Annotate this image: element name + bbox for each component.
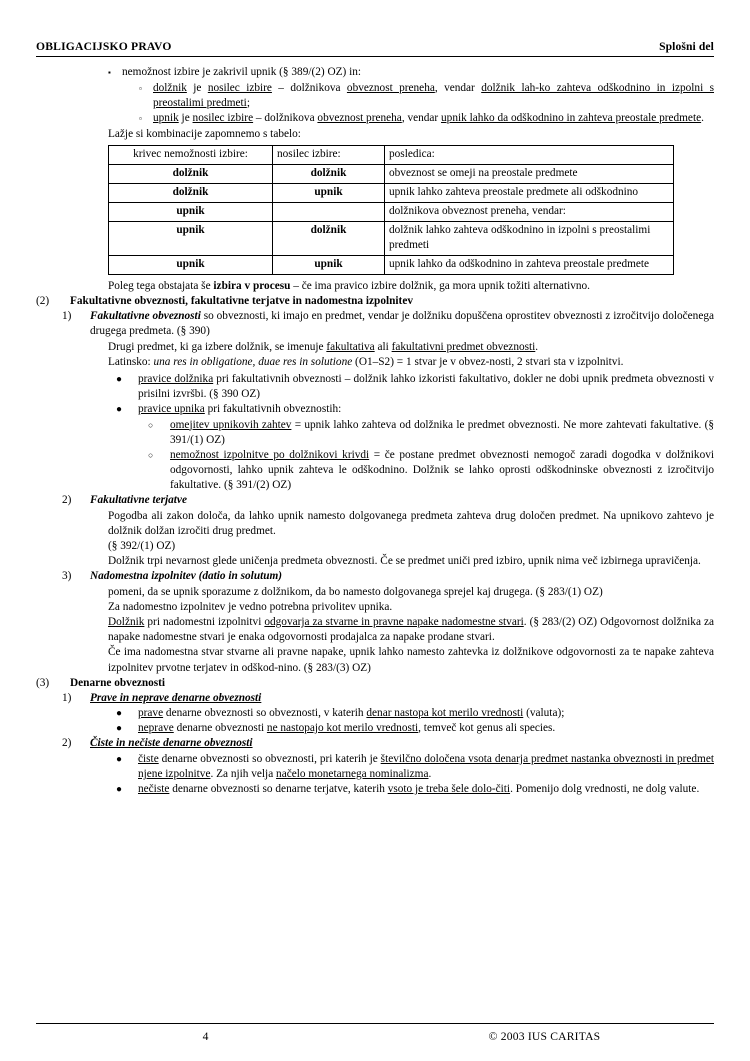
- emphasis-underline: fakultativa: [326, 340, 375, 353]
- paragraph: Za nadomestno izpolnitev je vedno potrebna privolitev upnika.: [108, 600, 393, 613]
- text-run: denarne obveznosti: [173, 722, 267, 735]
- text-run: .: [535, 340, 539, 353]
- table-cell-blame: upnik: [109, 255, 273, 274]
- emphasis-underline: upnik: [153, 111, 179, 124]
- table-cell-consequence: dolžnikova obveznost preneha, vendar:: [385, 202, 674, 221]
- bullet-icon: ●: [116, 784, 123, 796]
- text-run: (valuta);: [523, 707, 565, 720]
- paragraph: Pogodba ali zakon določa, da lahko upnik namesto dolgovanega predmeta zahteva drug določen predmet. Na upnikovo zahtevo je dolžnik dolžan izročiti drug predmet.: [108, 509, 714, 537]
- table-row: [109, 183, 674, 202]
- list-item: [36, 402, 714, 417]
- list-item-text: [138, 402, 714, 417]
- subsection: [36, 309, 714, 339]
- table-cell-consequence: upnik lahko zahteva preostale predmete ali odškodnino: [385, 183, 674, 202]
- subsection-number: 2): [62, 494, 72, 507]
- table-cell-consequence: dolžnik lahko zahteva odškodnino in izpolni s preostalimi predmeti: [385, 221, 674, 255]
- table-cell-holder: upnik: [273, 255, 385, 274]
- emphasis-underline: obveznost preneha: [346, 81, 435, 94]
- text-run: je: [178, 111, 193, 124]
- emphasis-underline: pravice upnika: [138, 403, 205, 416]
- section-heading: [36, 294, 714, 309]
- list-item-text: [153, 81, 714, 111]
- subsection: [36, 493, 714, 508]
- emphasis-underline: dolžnik lah-ko zahteva odškodnino in izpolni s preostalimi predmeti: [153, 81, 714, 109]
- bullet-icon: ●: [116, 753, 123, 765]
- table-row: [109, 255, 674, 274]
- list-item-text: [170, 418, 714, 448]
- hollow-square-bullet-icon: ▫: [139, 113, 142, 123]
- list-item: [36, 706, 714, 721]
- emphasis-underline: nečiste: [138, 783, 170, 796]
- list-item-text: [138, 752, 714, 782]
- list-item-text: [138, 372, 714, 402]
- subsection-title: Fakultativne obveznosti: [90, 310, 201, 323]
- text-run: – če ima pravico izbire dolžnik, ga mora upnik tožiti alternativno.: [290, 279, 590, 292]
- subsection-title: Fakultativne terjatve: [90, 494, 187, 507]
- header-title-left: OBLIGACIJSKO PRAVO: [36, 40, 172, 53]
- latin-phrase: una res in obligatione, duae res in solutione: [153, 355, 353, 368]
- list-item: [36, 65, 714, 81]
- subsection-body: [90, 736, 714, 751]
- text-run: denarne obveznosti so obveznosti, pri katerih je: [158, 752, 381, 765]
- text-run: pri fakultativnih obveznostih:: [204, 403, 342, 416]
- table-header-cell: nosilec izbire:: [273, 145, 385, 164]
- list-item: [36, 782, 714, 797]
- table-cell-blame: dolžnik: [109, 183, 273, 202]
- footer-row: [36, 1030, 714, 1043]
- paragraph: (§ 392/(1) OZ): [108, 540, 176, 553]
- header-divider: [36, 56, 714, 57]
- bullet-icon: ●: [116, 373, 123, 385]
- table-row: [109, 164, 674, 183]
- emphasis-underline: omejitev upnikovih zahtev: [170, 418, 292, 431]
- text-run: Drugi predmet, ki ga izbere dolžnik, se imenuje: [108, 340, 327, 353]
- table-cell-blame: upnik: [109, 202, 273, 221]
- text-run: = upnik lahko zahteva od dolžnika le predmet obveznosti. Ne more zahtevati fakultative. (§ 391/(1) OZ): [170, 418, 714, 446]
- list-item: [36, 418, 714, 448]
- table-row: [109, 202, 674, 221]
- subsection-body: [90, 569, 714, 584]
- page-header: [36, 40, 714, 56]
- emphasis-underline: fakultativni predmet obveznosti: [391, 340, 536, 353]
- section-number: (2): [36, 295, 50, 308]
- combination-table-wrapper: [36, 142, 714, 279]
- table-cell-holder: dolžnik: [273, 221, 385, 255]
- emphasis-underline: odgovarja za stvarne in pravne napake nadomestne stvari: [264, 615, 524, 628]
- text-run: . Pomenijo dolg vrednosti, ne dolg valute.: [510, 783, 700, 796]
- table-header-row: [109, 145, 674, 164]
- hollow-square-bullet-icon: ▫: [139, 83, 142, 93]
- paragraph: [36, 340, 714, 355]
- footer-divider: [36, 1023, 714, 1024]
- subsection: [36, 691, 714, 706]
- text-run: Latinsko:: [108, 355, 154, 368]
- subsection-number: 1): [62, 691, 72, 704]
- list-item: [36, 721, 714, 736]
- text-run: .: [701, 111, 704, 124]
- paragraph: [36, 615, 714, 645]
- table-cell-consequence: upnik lahko da odškodnino in zahteva preostale predmete: [385, 255, 674, 274]
- text-run: je: [186, 81, 208, 94]
- table-cell-holder: upnik: [273, 183, 385, 202]
- text-run: denarne obveznosti so obveznosti, v katerih: [163, 707, 367, 720]
- subsection-body: [90, 309, 714, 339]
- emphasis-underline: dolžnik: [153, 81, 187, 94]
- text-run: pri fakultativnih obveznosti – dolžnik lahko izkoristi fakultativo, dokler ne dobi upnik predmeta obveznosti v prisilni izvršbi. (§ 390 OZ): [138, 372, 714, 401]
- list-item: [36, 111, 714, 127]
- table-cell-consequence: obveznost se omeji na preostale predmete: [385, 164, 674, 183]
- emphasis-underline: nosilec izbire: [207, 81, 272, 94]
- emphasis-underline: ne nastopajo kot merilo vrednosti: [266, 722, 419, 735]
- page-number: 4: [202, 1030, 209, 1043]
- table-cell-holder: dolžnik: [273, 164, 385, 183]
- list-item-text: [138, 721, 714, 736]
- section-title: [70, 294, 714, 309]
- header-title-right: Splošni del: [659, 40, 714, 53]
- list-item-text: [170, 448, 714, 494]
- text-run: = če postane predmet obveznosti nemogoč zaradi dogodka v dolžnikovi odgovornosti, lahko upnik zahteva le odškodnino. Dolžnik se lahko oprosti odškodninske obveznosti z izročitvijo fakultative. (§ 391/(2) OZ): [170, 448, 714, 492]
- bullet-icon: ●: [116, 723, 123, 735]
- emphasis-underline: nemožnost izpolnitve po dolžnikovi krivdi: [170, 448, 370, 461]
- text-run: so obveznosti, ki imajo en predmet, vendar je dolžniku dopuščena oprostitev obveznosti z izročitvijo določenega drugega predmeta. (§ 390): [90, 310, 714, 338]
- table-row: [109, 221, 674, 255]
- list-item: [36, 448, 714, 494]
- text-run: pri nadomestni izpolnitvi: [144, 615, 265, 628]
- subsection-title: Čiste in nečiste denarne obveznosti: [90, 737, 253, 750]
- paragraph: pomeni, da se upnik sporazume z dolžnikom, da bo namesto dolgovanega sprejel kaj drugega. (§ 283/(1) OZ): [108, 585, 603, 598]
- subsection-number: 2): [62, 737, 72, 750]
- text-run: (O1–S2) = 1 stvar je v obvez-nosti, 2 stvari sta v izpolnitvi.: [352, 355, 624, 368]
- text-run: – dolžnikova: [253, 111, 318, 124]
- text-run: , vendar: [434, 81, 482, 94]
- table-cell-blame: upnik: [109, 221, 273, 255]
- subsection: [36, 569, 714, 584]
- subsection-title: Prave in neprave denarne obveznosti: [90, 691, 262, 704]
- section-title: [70, 676, 714, 691]
- text-run: denarne obveznosti so denarne terjatve, katerih: [169, 783, 388, 796]
- list-item-text: [153, 111, 714, 126]
- page-footer: [36, 1023, 714, 1043]
- emphasis-underline: neprave: [138, 722, 174, 735]
- emphasis-underline: številčno določena vsota denarja predmet nastanka obveznosti in predmet njene izpolnitve: [138, 752, 714, 780]
- copyright-notice: © 2003 IUS CARITAS: [488, 1030, 601, 1043]
- subsection-body: [90, 691, 714, 706]
- text-run: ali: [374, 340, 392, 353]
- paragraph: Dolžnik trpi nevarnost glede uničenja predmeta obveznosti. Če se predmet uniči pred izbiro, upnik nima več izbirnega upravičenja.: [108, 555, 701, 568]
- text-run: Poleg tega obstajata še: [108, 279, 214, 292]
- combination-table: [108, 145, 674, 275]
- emphasis-underline: načelo monetarnega nominalizma: [276, 767, 429, 780]
- bold-emphasis: izbira v procesu: [213, 279, 291, 292]
- text-run: ;: [246, 96, 250, 109]
- subsection: [36, 736, 714, 751]
- list-item: [36, 752, 714, 782]
- subsection-title: Nadomestna izpolnitev (datio in solutum): [90, 570, 283, 583]
- emphasis-underline: upnik lahko da odškodnino in zahteva preostale predmete: [441, 111, 702, 124]
- square-bullet-icon: ▪: [108, 68, 111, 77]
- subsection-body: [90, 493, 714, 508]
- table-header-cell: krivec nemožnosti izbire:: [109, 145, 273, 164]
- emphasis-underline: obveznost preneha: [317, 111, 402, 124]
- text-run: , temveč kot genus ali species.: [418, 722, 556, 735]
- list-item: [36, 81, 714, 111]
- circle-bullet-icon: ○: [148, 449, 154, 460]
- subsection-number: 1): [62, 310, 72, 323]
- bullet-icon: ●: [116, 708, 123, 720]
- text-run: , vendar: [401, 111, 442, 124]
- subsection-number: 3): [62, 570, 72, 583]
- emphasis-underline: čiste: [138, 752, 159, 765]
- emphasis-underline: vsoto je treba šele dolo-čiti: [387, 783, 511, 796]
- after-table-paragraph: [36, 279, 714, 294]
- text-run: .: [428, 767, 432, 780]
- table-header-cell: posledica:: [385, 145, 674, 164]
- table-intro-text: Lažje si kombinacije zapomnemo s tabelo:: [108, 127, 301, 140]
- list-item-text: nemožnost izbire je zakrivil upnik (§ 389/(2) OZ) in:: [122, 66, 362, 78]
- emphasis-underline: Dolžnik: [108, 615, 145, 628]
- list-item-text: [138, 706, 714, 721]
- text-run: . Za njih velja: [210, 767, 277, 780]
- emphasis-underline: prave: [138, 707, 164, 720]
- emphasis-underline: pravice dolžnika: [138, 372, 214, 385]
- paragraph: [36, 355, 714, 370]
- text-run: . (§ 283/(2) OZ) Odgovornost dolžnika za napake nadomestne stvari je enaka odgovornosti prodajalca za napake prodane stvari.: [108, 615, 714, 644]
- text-run: – dolžnikova: [271, 81, 347, 94]
- section-title-text: Denarne obveznosti: [70, 676, 166, 689]
- circle-bullet-icon: ○: [148, 419, 154, 430]
- bullet-icon: ●: [116, 404, 123, 416]
- section-heading: [36, 676, 714, 691]
- emphasis-underline: denar nastopa kot merilo vrednosti: [366, 707, 524, 720]
- list-item-text: [138, 782, 714, 797]
- table-cell-blame: dolžnik: [109, 164, 273, 183]
- section-title-text: Fakultativne obveznosti, fakultativne terjatve in nadomestna izpolnitev: [70, 295, 413, 308]
- section-number: (3): [36, 676, 50, 689]
- emphasis-underline: nosilec izbire: [192, 111, 254, 124]
- list-item: [36, 372, 714, 402]
- paragraph: Če ima nadomestna stvar stvarne ali pravne napake, upnik lahko namesto zahtevka iz dolžnikove odgovornosti za te napake zahteva izpolnitev prvotne terjatev in odškod-nino. (§ 283/(3) OZ): [108, 646, 714, 674]
- table-cell-holder: [273, 202, 385, 221]
